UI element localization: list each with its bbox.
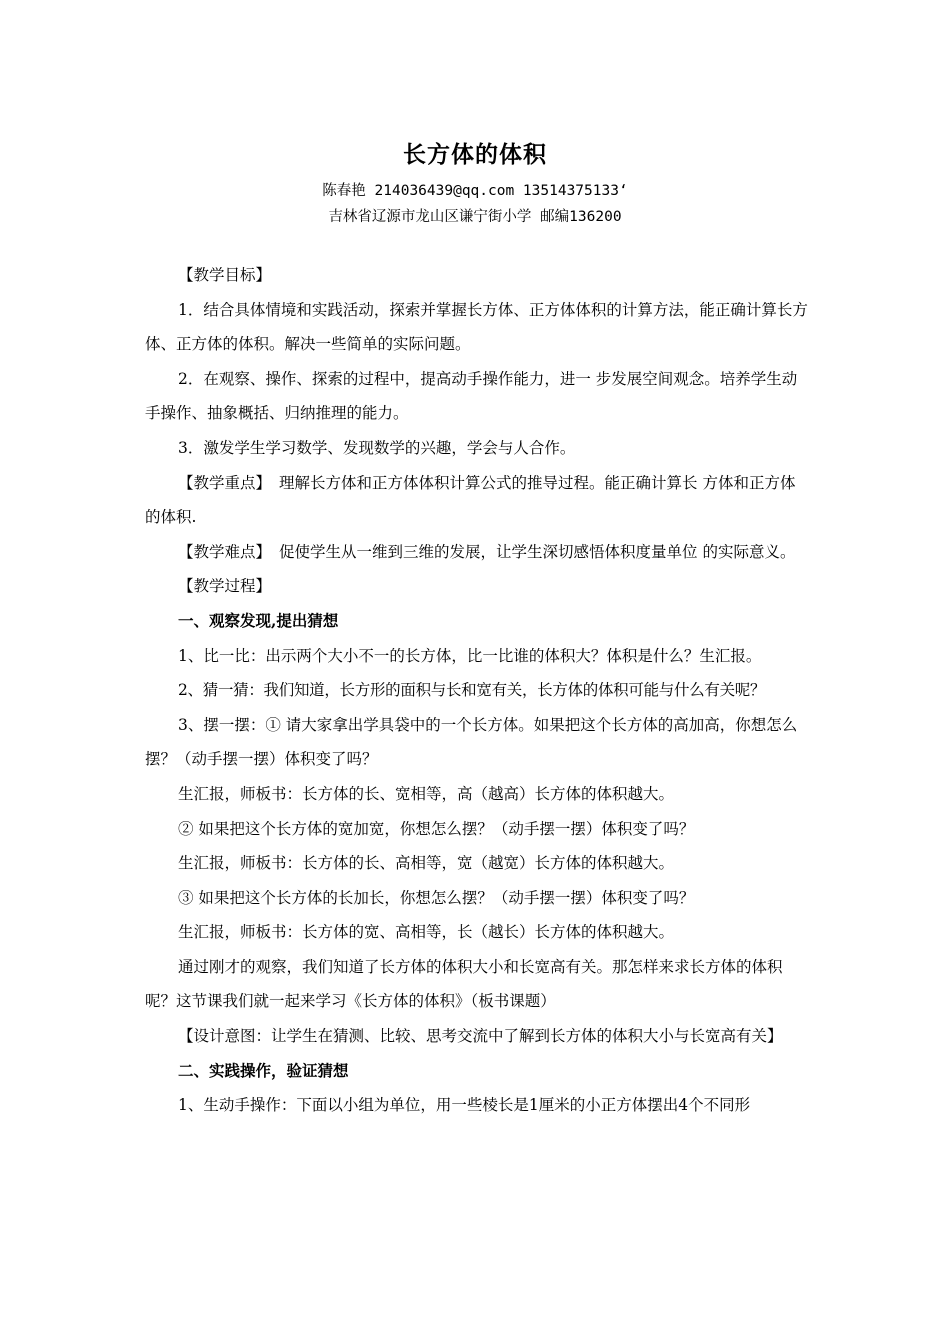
section-1-paragraph: ③ 如果把这个长方体的长加长，你想怎么摆？（动手摆一摆）体积变了吗？ <box>178 888 695 907</box>
section-1-heading: 一、观察发现,提出猜想 <box>178 610 339 630</box>
objective-3: 3．激发学生学习数学、发现数学的兴趣，学会与人合作。 <box>178 438 576 457</box>
section-2-paragraph: 1、生动手操作：下面以小组为单位，用一些棱长是1厘米的小正方体摆出4个不同形 <box>178 1096 751 1115</box>
difficulty-text: 促使学生从一维到三维的发展，让学生深切感悟体积度量单位 的实际意义。 <box>279 542 796 561</box>
section-1-paragraph: 生汇报，师板书：长方体的宽、高相等，长（越长）长方体的体积越大。 <box>178 923 675 942</box>
section-1-paragraph: 生汇报，师板书：长方体的长、宽相等，高（越高）长方体的体积越大。 <box>178 784 675 803</box>
section-1-paragraph: 3、摆一摆：① 请大家拿出学具袋中的一个长方体。如果把这个长方体的高加高，你想怎么摆？（动手摆一摆）体积变了吗？ <box>145 715 798 769</box>
section-1-paragraph: ② 如果把这个长方体的宽加宽，你想怎么摆？（动手摆一摆）体积变了吗？ <box>178 819 695 838</box>
author-line: 陈春艳 214036439@qq.com 13514375133‘ <box>322 183 628 199</box>
objectives-heading: 【教学目标】 <box>178 266 272 284</box>
section-1-paragraph: 生汇报，师板书：长方体的长、高相等，宽（越宽）长方体的体积越大。 <box>178 854 675 873</box>
design-intent: 【设计意图：让学生在猜测、比较、思考交流中了解到长方体的体积大小与长宽高有关】 <box>178 1027 783 1046</box>
difficulty-label: 【教学难点】 <box>178 542 272 561</box>
key-points-text: 理解长方体和正方体体积计算公式的推导过程。能正确计算长 方体和正方体的体积. <box>145 473 796 527</box>
objective-1: 1．结合具体情境和实践活动，探索并掌握长方体、正方体体积的计算方法，能正确计算长方体、正方体的体积。解决一些简单的实际问题。 <box>145 300 808 354</box>
section-1-paragraph: 1、比一比：出示两个大小不一的长方体，比一比谁的体积大？体积是什么？生汇报。 <box>178 646 762 665</box>
address-line: 吉林省辽源市龙山区谦宁街小学 邮编136200 <box>328 209 622 225</box>
key-points-label: 【教学重点】 <box>178 473 272 492</box>
document-title: 长方体的体积 <box>403 142 547 168</box>
process-heading: 【教学过程】 <box>178 577 272 596</box>
section-2-heading: 二、实践操作，验证猜想 <box>178 1060 349 1080</box>
key-points-paragraph <box>145 466 810 535</box>
difficulty-paragraph <box>145 535 810 570</box>
document-body <box>145 258 810 1123</box>
section-1-paragraph: 通过刚才的观察，我们知道了长方体的体积大小和长宽高有关。那怎样来求长方体的体积呢？这节课我们就一起来学习《长方体的体积》（板书课题） <box>145 957 783 1011</box>
objective-2: 2．在观察、操作、探索的过程中，提高动手操作能力，进一 步发展空间观念。培养学生动手操作、抽象概括、归纳推理的能力。 <box>145 369 798 423</box>
section-1-paragraph: 2、猜一猜：我们知道，长方形的面积与长和宽有关，长方体的体积可能与什么有关呢？ <box>178 681 766 700</box>
